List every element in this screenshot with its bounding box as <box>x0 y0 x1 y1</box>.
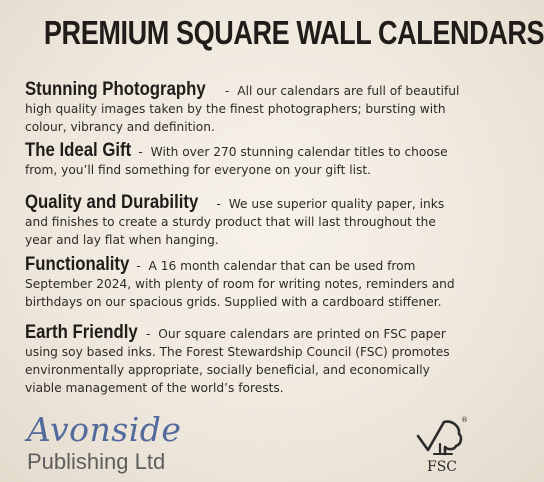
fsc-tree-checkmark-icon <box>414 414 470 476</box>
fsc-logo <box>414 414 470 476</box>
feature-text: We use superior quality paper, inks and finishes to create a sturdy product that will last throughout the year and lay flat when hanging. <box>25 197 445 247</box>
feature-text: With over 270 stunning calendar titles to choose from, you’ll find something for everyone on your gift list. <box>25 145 448 177</box>
fsc-registered-mark: ® <box>461 416 468 424</box>
feature-heading: Quality and Durability <box>25 191 199 213</box>
feature-dash: - <box>138 145 143 159</box>
feature-text: A 16 month calendar that can be used from September 2024, with plenty of room for writing notes, reminders and birthdays on our spacious grids. Supplied with a cardboard stiffener. <box>25 259 455 309</box>
brand-name: Avonside <box>27 410 182 449</box>
feature-text: All our calendars are full of beautiful high quality images taken by the finest photographers; bursting with colour, vibrancy and definition. <box>25 84 460 134</box>
page-title: PREMIUM SQUARE WALL CALENDARS <box>43 14 544 51</box>
feature-dash: - <box>225 84 230 98</box>
fsc-label: FSC <box>426 459 458 475</box>
feature-heading: Earth Friendly <box>25 321 138 343</box>
feature-dash: - <box>146 327 151 341</box>
feature-heading: Functionality <box>25 253 130 275</box>
feature-earth-friendly <box>25 323 465 397</box>
feature-heading: Stunning Photography <box>25 78 206 100</box>
feature-text: Our square calendars are printed on FSC paper using soy based inks. The Forest Stewardship Council (FSC) promotes environmentally appropriate, socially beneficial, and economically viable management of the world’s forests. <box>25 327 450 395</box>
feature-dash: - <box>216 197 221 211</box>
feature-heading: The Ideal Gift <box>25 139 132 161</box>
brand-subtitle: Publishing Ltd <box>27 449 166 474</box>
feature-quality-durability <box>25 193 465 249</box>
feature-stunning-photography <box>25 80 465 136</box>
feature-functionality <box>25 255 465 311</box>
feature-dash: - <box>136 259 141 273</box>
feature-ideal-gift <box>25 141 465 179</box>
